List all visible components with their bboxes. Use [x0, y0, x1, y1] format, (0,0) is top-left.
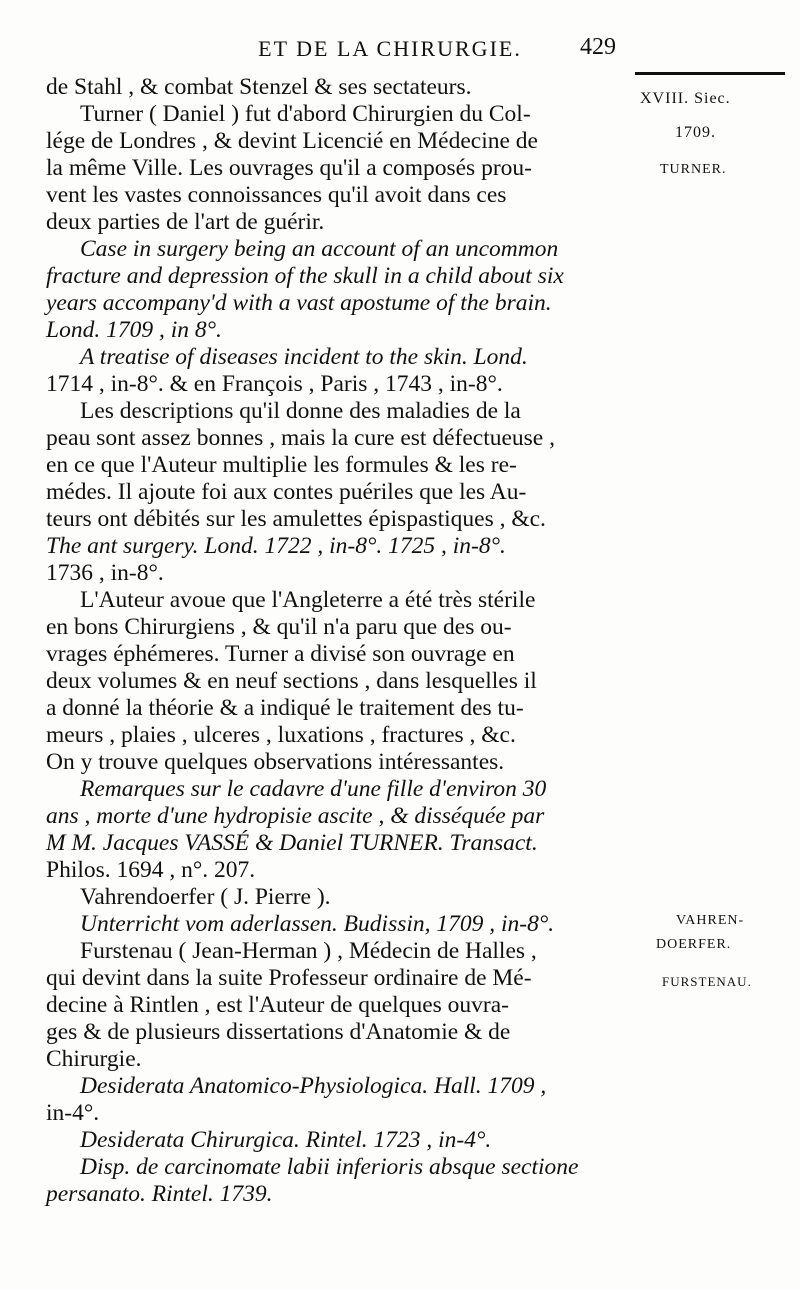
- citation-line: Desiderata Chirurgica. Rintel. 1723 , in-4°.: [80, 1127, 492, 1153]
- text-line: Les descriptions qu'il donne des maladies de la: [80, 398, 521, 424]
- text-line: de Stahl , & combat Stenzel & ses sectateurs.: [46, 74, 472, 100]
- citation-line: A treatise of diseases incident to the skin. Lond.: [80, 344, 528, 370]
- text-line: deux volumes & en neuf sections , dans lesquelles il: [46, 668, 537, 694]
- body-text: [46, 74, 662, 1208]
- text-line: Chirurgie.: [46, 1046, 142, 1072]
- margin-note-furstenau: FURSTENAU.: [662, 974, 752, 989]
- text-line: 1736 , in-8°.: [46, 560, 164, 586]
- text-line: vent les vastes connoissances qu'il avoit dans ces: [46, 182, 507, 208]
- citation-line: Desiderata Anatomico-Physiologica. Hall. 1709 ,: [80, 1073, 547, 1099]
- citation-line: Disp. de carcinomate labii inferioris absque sectione: [80, 1154, 579, 1180]
- margin-note-year: 1709.: [675, 124, 716, 141]
- citation-line: Lond. 1709 , in 8°.: [46, 317, 222, 343]
- margin-note-doerfer: DOERFER.: [656, 937, 732, 952]
- text-line: L'Auteur avoue que l'Angleterre a été très stérile: [80, 587, 536, 613]
- running-title: ET DE LA CHIRURGIE.: [258, 36, 522, 61]
- text-line: a donné la théorie & a indiqué le traitement des tu-: [46, 695, 524, 721]
- text-line: decine à Rintlen , est l'Auteur de quelques ouvra-: [46, 992, 509, 1018]
- page-number: 429: [580, 34, 616, 60]
- citation-line: fracture and depression of the skull in a child about six: [46, 263, 564, 289]
- text-line: lége de Londres , & devint Licencié en Médecine de: [46, 128, 538, 154]
- margin-note-vahren: VAHREN-: [676, 913, 745, 928]
- text-line: Furstenau ( Jean-Herman ) , Médecin de Halles ,: [80, 938, 537, 964]
- text-line: vrages éphémeres. Turner a divisé son ouvrage en: [46, 641, 515, 667]
- text-line: Vahrendoerfer ( J. Pierre ).: [80, 884, 331, 910]
- citation-line: years accompany'd with a vast apostume of the brain.: [46, 290, 552, 316]
- text-line: teurs ont débités sur les amulettes épispastiques , &c.: [46, 506, 546, 532]
- text-line: Philos. 1694 , n°. 207.: [46, 857, 256, 883]
- citation-line: persanato. Rintel. 1739.: [46, 1181, 273, 1207]
- text-line: Turner ( Daniel ) fut d'abord Chirurgien du Col-: [80, 101, 531, 127]
- text-line: médes. Il ajoute foi aux contes puériles que les Au-: [46, 479, 527, 505]
- citation-line: The ant surgery. Lond. 1722 , in-8°. 1725 , in-8°.: [46, 533, 506, 559]
- text-line: in-4°.: [46, 1100, 100, 1126]
- text-line: ges & de plusieurs dissertations d'Anatomie & de: [46, 1019, 511, 1045]
- text-line: qui devint dans la suite Professeur ordinaire de Mé-: [46, 965, 532, 991]
- text-line: meurs , plaies , ulceres , luxations , fractures , &c.: [46, 722, 516, 748]
- text-line: la même Ville. Les ouvrages qu'il a composés prou-: [46, 155, 532, 181]
- text-line: 1714 , in-8°. & en François , Paris , 1743 , in-8°.: [46, 371, 503, 397]
- margin-note-century: XVIII. Siec.: [640, 90, 731, 107]
- text-line: On y trouve quelques observations intéressantes.: [46, 749, 505, 775]
- citation-line: M M. Jacques VASSÉ & Daniel TURNER. Transact.: [46, 830, 538, 856]
- text-line: en ce que l'Auteur multiplie les formules & les re-: [46, 452, 517, 478]
- margin-note-turner: TURNER.: [660, 162, 727, 177]
- text-line: deux parties de l'art de guérir.: [46, 209, 325, 235]
- citation-line: Unterricht vom aderlassen. Budissin, 1709 , in-8°.: [80, 911, 555, 937]
- text-line: peau sont assez bonnes , mais la cure est défectueuse ,: [46, 425, 555, 451]
- text-line: en bons Chirurgiens , & qu'il n'a paru que des ou-: [46, 614, 512, 640]
- citation-line: Remarques sur le cadavre d'une fille d'environ 30: [80, 776, 547, 802]
- citation-line: Case in surgery being an account of an uncommon: [80, 236, 559, 262]
- citation-line: ans , morte d'une hydropisie ascite , & disséquée par: [46, 803, 545, 829]
